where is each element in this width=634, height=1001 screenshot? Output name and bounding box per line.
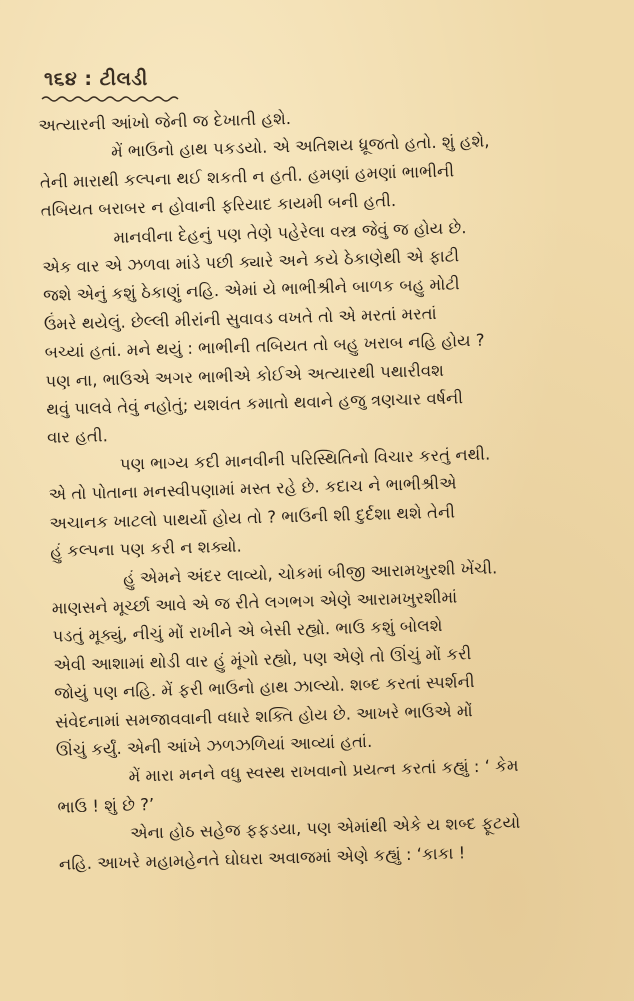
- text-line: ભાઉ ! શું છે ?’: [57, 794, 155, 817]
- page-header: [44, 68, 148, 90]
- text-line: પણ ના, ભાઉએ અગર ભાભીએ કોઈએ અત્યારથી પથારીવશ: [45, 360, 445, 391]
- text-line: અચાનક ખાટલો પાથર્યો હોય તો ? ભાઉની શી દુર્દશા થશે તેની: [49, 502, 456, 533]
- header-underline-ornament: [40, 94, 180, 104]
- text-line: વાર હતી.: [46, 426, 109, 448]
- text-line: બચ્યાં હતાં. મને થયું : ભાભીની તબિયત તો બહુ ખરાબ નહિ હોય ?: [44, 330, 485, 363]
- body-text: [38, 96, 625, 878]
- text-line: માનવીના દેહનું પણ તેણે પહેરેલા વસ્ત્ર જેવું જ હોય છે.: [113, 217, 467, 247]
- chapter-title: ટીલડી: [99, 68, 148, 90]
- text-line: પડતું મૂક્યું, નીચું મોં રાખીને એ બેસી રહ્યો. ભાઉ કશું બોલશે: [52, 616, 443, 647]
- text-line: એના હોઠ સહેજ ફફડયા, પણ એમાંથી એકે ય શબ્દ ફૂટયો: [129, 812, 521, 843]
- text-line: તબિયત બરાબર ન હોવાની ફરિયાદ કાયમી બની હતી.: [40, 191, 397, 221]
- text-line: એવી આશામાં થોડી વાર હું મૂંગો રહ્યો, પણ એણે તો ઊંચું મોં કરી: [53, 643, 472, 675]
- text-line: અત્યારની આંખો જેની જ દેખાતી હશે.: [38, 108, 292, 135]
- text-line: ઉંમરે થયેલું. છેલ્લી મીરાંની સુવાવડ વખતે તો એ મરતાં મરતાં: [43, 303, 437, 334]
- text-line: ઊંચું કર્યું. એની આંખે ઝળઝળિયાં આવ્યાં હતાં.: [55, 731, 373, 760]
- text-line: હું કલ્પના પણ કરી ન શક્યો.: [50, 536, 243, 561]
- text-line: મેં ભાઉનો હાથ પકડયો. એ અતિશય ધ્રૂજતો હતો. શું હશે,: [110, 131, 490, 162]
- text-line: થવું પાલવે તેવું નહોતું; યશવંત કમાતો થવાને હજુ ત્રણચાર વર્ષની: [46, 388, 464, 419]
- text-line: નહિ. આખરે મહામહેનતે ઘોઘરા અવાજમાં એણે કહ્યું : ‘કાકા !: [58, 842, 466, 874]
- page-number: ૧૬૪: [44, 68, 78, 90]
- text-line: મેં મારા મનને વધુ સ્વસ્થ રાખવાનો પ્રયત્ન કરતાં કહ્યું : ‘ કેમ: [128, 756, 519, 787]
- text-line: જશે એનું કશું ઠેકાણું નહિ. એમાં યે ભાભીશ્રીને બાળક બહુ મોટી: [42, 274, 460, 306]
- text-line: એ તો પોતાના મનસ્વીપણામાં મસ્ત રહે છે. કદાચ ને ભાભીશ્રીએ: [48, 473, 457, 505]
- text-line: હું એમને અંદર લાવ્યો, ચોકમાં બીજી આરામખુરશી ખેંચી.: [122, 557, 498, 588]
- header-separator: :: [84, 68, 93, 90]
- text-line: પણ ભાગ્ય કદી માનવીની પરિસ્થિતિનો વિચાર કરતું નથી.: [119, 444, 491, 474]
- text-line: જોયું પણ નહિ. મેં ફરી ભાઉનો હાથ ઝાલ્યો. શબ્દ કરતાં સ્પર્શની: [53, 672, 475, 703]
- text-line: માણસને મૂર્ચ્છા આવે એ જ રીતે લગભગ એણે આરામખુરશીમાં: [51, 587, 458, 618]
- text-line: સંવેદનામાં સમજાવવાની વધારે શક્તિ હોય છે. આખરે ભાઉએ મોં: [54, 700, 473, 732]
- text-line: એક વાર એ ઝળવા માંડે પછી ક્યારે અને કયે ઠેકાણેથી એ ફાટી: [42, 246, 460, 277]
- text-line: તેની મારાથી કલ્પના થઈ શકતી ન હતી. હમણાં હમણાં ભાભીની: [39, 161, 455, 192]
